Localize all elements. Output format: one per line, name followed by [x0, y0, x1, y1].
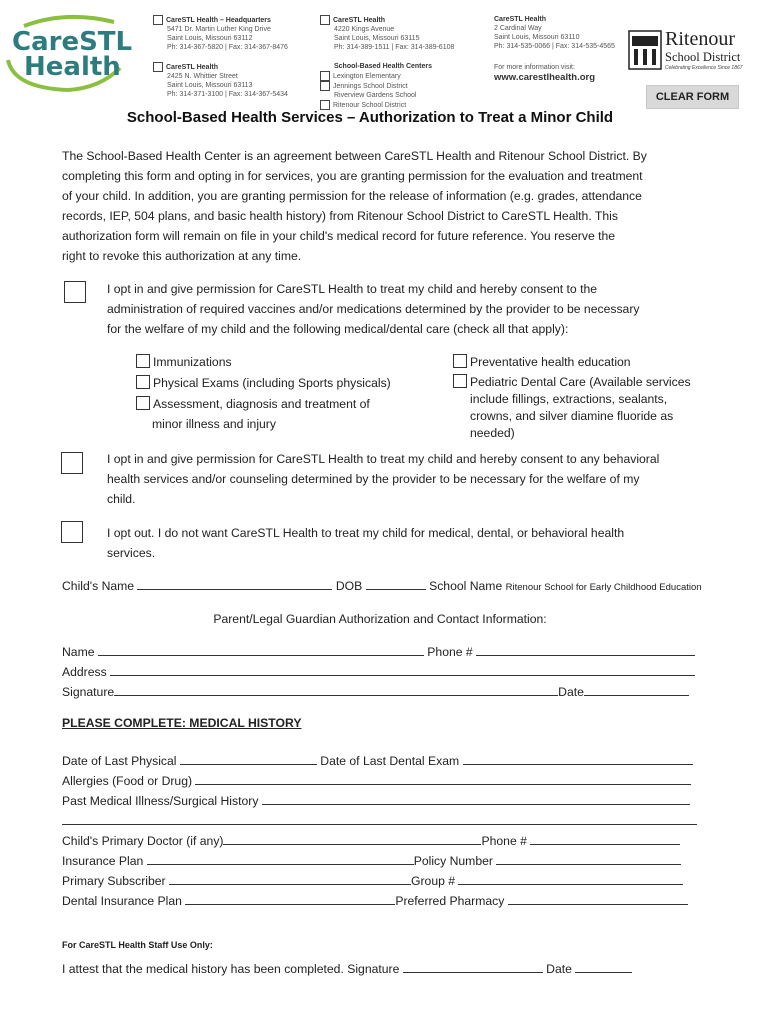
policy-number-label: Policy Number — [413, 854, 493, 868]
signature-date-field[interactable] — [584, 682, 689, 696]
insurance-row — [62, 851, 681, 871]
location-title: CareSTL Health — [333, 16, 385, 24]
address-line: 2 Cardinal Way — [494, 25, 542, 32]
location-title: School-Based Health Centers — [334, 63, 433, 70]
past-illness-field[interactable] — [262, 791, 690, 805]
district-subname: School District — [665, 50, 741, 64]
signature-label: Signature — [62, 685, 115, 699]
doctor-phone-label: Phone # — [481, 834, 527, 848]
location-checkbox[interactable] — [320, 81, 330, 91]
address-line: 2425 N. Whittier Street — [167, 73, 238, 80]
staff-signature-field[interactable] — [403, 959, 543, 973]
address-line: Ph: 314-371-3100 | Fax: 314-367-5434 — [167, 91, 288, 98]
physical-dental-row — [62, 751, 693, 771]
address-line: Saint Louis, Missouri 63113 — [167, 82, 253, 89]
header-col-1 — [153, 15, 288, 99]
ritenour-logo — [628, 30, 753, 74]
primary-subscriber-field[interactable] — [169, 871, 411, 885]
past-illness-extra-line[interactable] — [62, 824, 697, 825]
service-assessment: Assessment, diagnosis and treatment of minor illness and injury — [136, 394, 370, 434]
staff-heading: For CareSTL Health Staff Use Only: — [62, 940, 213, 950]
guardian-name-row — [62, 642, 695, 662]
child-name-label: Child's Name — [62, 579, 135, 593]
guardian-address-row — [62, 662, 695, 682]
signature-field[interactable] — [114, 682, 558, 696]
primary-subscriber-label: Primary Subscriber — [62, 874, 166, 888]
primary-doctor-row — [62, 831, 680, 851]
guardian-heading: Parent/Legal Guardian Authorization and Contact Information: — [213, 612, 547, 626]
address-line: Ph: 314-535-0066 | Fax: 314-535-4565 — [494, 43, 615, 50]
medical-history-heading: PLEASE COMPLETE: MEDICAL HISTORY — [62, 716, 302, 730]
guardian-name-label: Name — [62, 645, 95, 659]
school-line: Lexington Elementary — [333, 72, 401, 80]
insurance-plan-label: Insurance Plan — [62, 854, 144, 868]
opt-in-behavioral-text: I opt in and give permission for CareSTL Health to treat my child and hereby consent to any behavioral health services and/or counseling determined by the provider to be necessary for the welfare of my child. — [107, 452, 660, 506]
location-checkbox[interactable] — [153, 15, 163, 25]
more-info-label: For more information visit: — [494, 64, 575, 71]
opt-out-checkbox[interactable] — [61, 521, 83, 543]
preventative-checkbox[interactable] — [453, 354, 467, 368]
address-field[interactable] — [110, 662, 695, 676]
dental-plan-label: Dental Insurance Plan — [62, 894, 182, 908]
dob-label: DOB — [335, 579, 363, 593]
header-col-2 — [320, 15, 454, 110]
location-checkbox[interactable] — [320, 71, 330, 81]
primary-doctor-label: Child's Primary Doctor (if any) — [62, 834, 224, 848]
clear-form-button[interactable]: CLEAR FORM — [646, 85, 739, 109]
last-physical-label: Date of Last Physical — [62, 754, 177, 768]
address-label: Address — [62, 665, 107, 679]
child-info-row — [62, 576, 702, 598]
intro-paragraph: The School-Based Health Center is an agreement between CareSTL Health and Ritenour School District. By completing this form and opting in for services, you are granting permission for the evaluation and treatment of your child. In addition, you are granting permission for the release of information (e.g. grades, attendance records, IEP, 504 plans, and basic health history) from Ritenour School District to CareSTL Health. This authorization form will remain on file in your child's medical record for future reference. You reserve the right to revoke this authorization at any time. — [62, 149, 647, 263]
dob-field[interactable] — [366, 576, 426, 590]
allergies-field[interactable] — [195, 771, 691, 785]
subscriber-row — [62, 871, 683, 891]
opt-in-medical-text: I opt in and give permission for CareSTL Health to treat my child and hereby consent to the administration of required vaccines and/or medications determined by the provider to be necessary for the welfare of my child and the following medical/dental care (check all that apply): — [107, 282, 640, 336]
guardian-phone-field[interactable] — [476, 642, 695, 656]
dental-checkbox[interactable] — [453, 374, 467, 388]
page-title: School-Based Health Services – Authorization to Treat a Minor Child — [126, 109, 614, 126]
location-checkbox[interactable] — [320, 15, 330, 25]
service-preventative: Preventative health education — [453, 352, 631, 372]
address-line: Saint Louis, Missouri 63110 — [494, 34, 580, 41]
last-physical-field[interactable] — [180, 751, 317, 765]
location-title: CareSTL Health – Headquarters — [166, 16, 271, 24]
staff-date-field[interactable] — [575, 959, 632, 973]
location-checkbox[interactable] — [153, 62, 163, 72]
location-title: CareSTL Health — [494, 16, 546, 23]
last-dental-field[interactable] — [463, 751, 693, 765]
logo-line-2: Health — [24, 52, 121, 82]
service-dental: Pediatric Dental Care (Available services include fillings, extractions, sealants, crowns, and silver diamine fluoride as needed) — [453, 374, 691, 442]
carestl-logo — [4, 8, 133, 92]
policy-number-field[interactable] — [496, 851, 681, 865]
attest-row — [62, 959, 632, 979]
guardian-name-field[interactable] — [98, 642, 424, 656]
address-line: Ph: 314-389-1511 | Fax: 314-389-6108 — [334, 44, 455, 51]
address-line: Ph: 314-367-5820 | Fax: 314-367-8476 — [167, 44, 288, 51]
guardian-phone-label: Phone # — [427, 645, 473, 659]
service-immunizations: Immunizations — [136, 352, 232, 372]
district-tagline: Celebrating Excellence Since 1867 — [665, 65, 743, 71]
address-line: Saint Louis, Missouri 63112 — [167, 35, 253, 42]
website-link[interactable]: www.carestlhealth.org — [494, 72, 596, 83]
header-col-3 — [484, 15, 615, 83]
address-line: 5471 Dr. Martin Luther King Drive — [167, 26, 271, 33]
immunizations-checkbox[interactable] — [136, 354, 150, 368]
allergies-row — [62, 771, 691, 791]
address-line: 4220 Kings Avenue — [334, 26, 395, 33]
group-field[interactable] — [458, 871, 683, 885]
guardian-signature-row — [62, 682, 689, 702]
insurance-plan-field[interactable] — [147, 851, 414, 865]
school-name-field[interactable]: Ritenour School for Early Childhood Education — [505, 582, 702, 593]
opt-in-behavioral-checkbox[interactable] — [61, 452, 83, 474]
assessment-checkbox[interactable] — [136, 396, 150, 410]
service-physical-exams: Physical Exams (including Sports physicals) — [136, 373, 391, 393]
school-building-icon — [628, 30, 662, 70]
primary-doctor-field[interactable] — [223, 831, 481, 845]
school-line: Ritenour School District — [333, 101, 407, 109]
logo-line-1: CareSTL — [12, 27, 133, 57]
school-line: Riverview Gardens School — [334, 92, 417, 99]
attest-label: I attest that the medical history has been completed. Signature — [62, 962, 400, 976]
pharmacy-label: Preferred Pharmacy — [395, 894, 505, 908]
date-label: Date — [558, 685, 584, 699]
child-name-field[interactable] — [137, 576, 332, 590]
district-name: Ritenour — [665, 28, 735, 50]
doctor-phone-field[interactable] — [530, 831, 680, 845]
school-name-label: School Name — [429, 579, 503, 593]
pharmacy-field[interactable] — [508, 891, 688, 905]
last-dental-label: Date of Last Dental Exam — [320, 754, 460, 768]
past-illness-label: Past Medical Illness/Surgical History — [62, 794, 259, 808]
attest-date-label: Date — [546, 962, 572, 976]
opt-out-text: I opt out. I do not want CareSTL Health to treat my child for medical, dental, or behavioral health services. — [107, 526, 625, 560]
group-label: Group # — [411, 874, 456, 888]
allergies-label: Allergies (Food or Drug) — [62, 774, 193, 788]
past-illness-row — [62, 791, 690, 811]
school-line: Jennings School District — [333, 82, 408, 90]
address-line: Saint Louis, Missouri 63115 — [334, 35, 420, 42]
dental-plan-row — [62, 891, 688, 911]
location-title: CareSTL Health — [166, 63, 218, 71]
physical-exams-checkbox[interactable] — [136, 375, 150, 389]
dental-plan-field[interactable] — [185, 891, 395, 905]
opt-in-medical-checkbox[interactable] — [64, 281, 86, 303]
